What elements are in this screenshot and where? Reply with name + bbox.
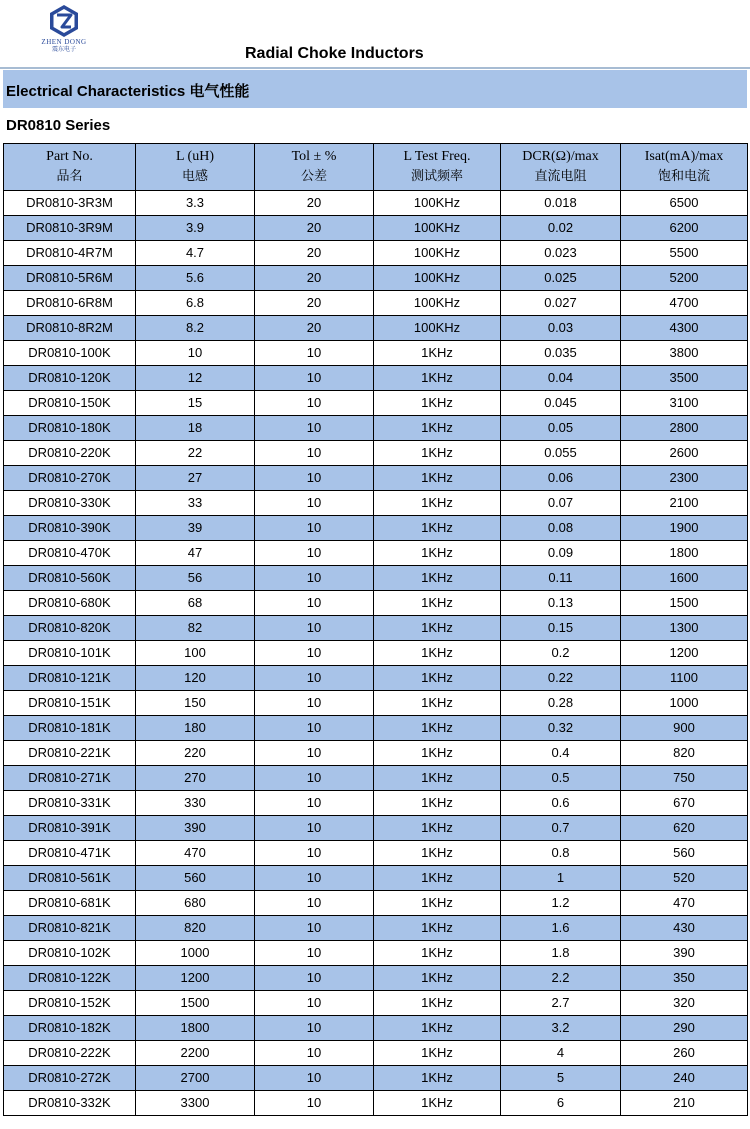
table-row	[4, 666, 748, 691]
test-freq-cell: 1KHz	[374, 716, 501, 741]
document-title: Radial Choke Inductors	[245, 45, 424, 62]
inductance-cell: 18	[136, 416, 255, 441]
isat-cell: 1900	[621, 516, 748, 541]
tolerance-cell: 10	[255, 941, 374, 966]
inductance-cell: 56	[136, 566, 255, 591]
inductance-cell: 330	[136, 791, 255, 816]
dcr-cell: 0.025	[501, 266, 621, 291]
logo-brand-en: ZHEN DONG	[41, 38, 87, 46]
table-row	[4, 741, 748, 766]
isat-cell: 1800	[621, 541, 748, 566]
dcr-cell: 0.035	[501, 341, 621, 366]
test-freq-cell: 1KHz	[374, 391, 501, 416]
dcr-cell: 0.08	[501, 516, 621, 541]
test-freq-cell: 1KHz	[374, 766, 501, 791]
table-row	[4, 1066, 748, 1091]
tolerance-cell: 20	[255, 191, 374, 216]
tolerance-cell: 10	[255, 591, 374, 616]
test-freq-cell: 1KHz	[374, 641, 501, 666]
tolerance-cell: 10	[255, 891, 374, 916]
tolerance-cell: 10	[255, 841, 374, 866]
isat-cell: 470	[621, 891, 748, 916]
table-row	[4, 441, 748, 466]
table-row	[4, 966, 748, 991]
inductance-cell: 220	[136, 741, 255, 766]
part-no-cell: DR0810-120K	[4, 366, 136, 391]
inductance-cell: 680	[136, 891, 255, 916]
part-no-cell: DR0810-390K	[4, 516, 136, 541]
test-freq-cell: 100KHz	[374, 241, 501, 266]
table-row	[4, 366, 748, 391]
test-freq-cell: 1KHz	[374, 841, 501, 866]
isat-cell: 1100	[621, 666, 748, 691]
part-no-cell: DR0810-821K	[4, 916, 136, 941]
isat-cell: 210	[621, 1091, 748, 1116]
part-no-cell: DR0810-560K	[4, 566, 136, 591]
inductance-cell: 47	[136, 541, 255, 566]
table-row	[4, 541, 748, 566]
dcr-cell: 1.2	[501, 891, 621, 916]
inductance-cell: 390	[136, 816, 255, 841]
isat-cell: 6200	[621, 216, 748, 241]
tolerance-cell: 10	[255, 516, 374, 541]
dcr-cell: 0.15	[501, 616, 621, 641]
series-title: DR0810 Series	[6, 117, 111, 134]
isat-cell: 2800	[621, 416, 748, 441]
part-no-cell: DR0810-3R9M	[4, 216, 136, 241]
test-freq-cell: 1KHz	[374, 691, 501, 716]
dcr-cell: 0.045	[501, 391, 621, 416]
test-freq-cell: 1KHz	[374, 791, 501, 816]
tolerance-cell: 10	[255, 416, 374, 441]
inductance-cell: 39	[136, 516, 255, 541]
inductance-cell: 120	[136, 666, 255, 691]
test-freq-cell: 1KHz	[374, 341, 501, 366]
isat-cell: 6500	[621, 191, 748, 216]
test-freq-cell: 1KHz	[374, 491, 501, 516]
part-no-cell: DR0810-331K	[4, 791, 136, 816]
test-freq-cell: 1KHz	[374, 366, 501, 391]
isat-cell: 2300	[621, 466, 748, 491]
column-header-tolerance: Tol ± % 公差	[255, 144, 374, 191]
tolerance-cell: 10	[255, 466, 374, 491]
dcr-cell: 0.11	[501, 566, 621, 591]
tolerance-cell: 10	[255, 916, 374, 941]
test-freq-cell: 1KHz	[374, 666, 501, 691]
test-freq-cell: 1KHz	[374, 916, 501, 941]
part-no-cell: DR0810-180K	[4, 416, 136, 441]
part-no-cell: DR0810-150K	[4, 391, 136, 416]
test-freq-cell: 1KHz	[374, 1016, 501, 1041]
inductance-cell: 470	[136, 841, 255, 866]
dcr-cell: 0.05	[501, 416, 621, 441]
table-row	[4, 516, 748, 541]
tolerance-cell: 10	[255, 566, 374, 591]
isat-cell: 260	[621, 1041, 748, 1066]
table-row	[4, 1091, 748, 1116]
test-freq-cell: 100KHz	[374, 291, 501, 316]
isat-cell: 620	[621, 816, 748, 841]
table-row	[4, 616, 748, 641]
inductance-cell: 560	[136, 866, 255, 891]
dcr-cell: 1.8	[501, 941, 621, 966]
isat-cell: 520	[621, 866, 748, 891]
column-header-isat: Isat(mA)/max 饱和电流	[621, 144, 748, 191]
part-no-cell: DR0810-680K	[4, 591, 136, 616]
isat-cell: 750	[621, 766, 748, 791]
column-header-test-freq: L Test Freq. 测试频率	[374, 144, 501, 191]
dcr-cell: 0.027	[501, 291, 621, 316]
tolerance-cell: 20	[255, 291, 374, 316]
part-no-cell: DR0810-4R7M	[4, 241, 136, 266]
tolerance-cell: 10	[255, 391, 374, 416]
dcr-cell: 2.7	[501, 991, 621, 1016]
tolerance-cell: 10	[255, 966, 374, 991]
table-row	[4, 691, 748, 716]
tolerance-cell: 10	[255, 341, 374, 366]
tolerance-cell: 10	[255, 866, 374, 891]
dcr-cell: 0.22	[501, 666, 621, 691]
dcr-cell: 0.4	[501, 741, 621, 766]
table-row	[4, 891, 748, 916]
dcr-cell: 0.023	[501, 241, 621, 266]
dcr-cell: 0.5	[501, 766, 621, 791]
test-freq-cell: 1KHz	[374, 541, 501, 566]
isat-cell: 670	[621, 791, 748, 816]
part-no-cell: DR0810-270K	[4, 466, 136, 491]
test-freq-cell: 1KHz	[374, 616, 501, 641]
table-row	[4, 991, 748, 1016]
tolerance-cell: 10	[255, 616, 374, 641]
table-row	[4, 241, 748, 266]
part-no-cell: DR0810-271K	[4, 766, 136, 791]
inductance-cell: 4.7	[136, 241, 255, 266]
table-row	[4, 391, 748, 416]
inductance-cell: 15	[136, 391, 255, 416]
isat-cell: 290	[621, 1016, 748, 1041]
tolerance-cell: 10	[255, 991, 374, 1016]
isat-cell: 5500	[621, 241, 748, 266]
tolerance-cell: 10	[255, 491, 374, 516]
dcr-cell: 0.055	[501, 441, 621, 466]
test-freq-cell: 1KHz	[374, 466, 501, 491]
part-no-cell: DR0810-5R6M	[4, 266, 136, 291]
dcr-cell: 0.02	[501, 216, 621, 241]
test-freq-cell: 1KHz	[374, 816, 501, 841]
part-no-cell: DR0810-220K	[4, 441, 136, 466]
inductance-cell: 1500	[136, 991, 255, 1016]
inductance-cell: 2200	[136, 1041, 255, 1066]
tolerance-cell: 10	[255, 716, 374, 741]
zhendong-logo-icon	[47, 4, 81, 38]
part-no-cell: DR0810-122K	[4, 966, 136, 991]
isat-cell: 4700	[621, 291, 748, 316]
part-no-cell: DR0810-102K	[4, 941, 136, 966]
part-no-cell: DR0810-681K	[4, 891, 136, 916]
table-row	[4, 641, 748, 666]
logo-brand-cn: 震东电子	[51, 46, 76, 53]
part-no-cell: DR0810-6R8M	[4, 291, 136, 316]
inductance-cell: 12	[136, 366, 255, 391]
part-no-cell: DR0810-221K	[4, 741, 136, 766]
part-no-cell: DR0810-391K	[4, 816, 136, 841]
inductance-cell: 68	[136, 591, 255, 616]
inductance-cell: 3.9	[136, 216, 255, 241]
dcr-cell: 0.32	[501, 716, 621, 741]
dcr-cell: 1.6	[501, 916, 621, 941]
dcr-cell: 2.2	[501, 966, 621, 991]
inductance-cell: 1000	[136, 941, 255, 966]
dcr-cell: 0.28	[501, 691, 621, 716]
table-row	[4, 341, 748, 366]
part-no-cell: DR0810-470K	[4, 541, 136, 566]
isat-cell: 5200	[621, 266, 748, 291]
test-freq-cell: 1KHz	[374, 1041, 501, 1066]
tolerance-cell: 20	[255, 316, 374, 341]
test-freq-cell: 100KHz	[374, 216, 501, 241]
part-no-cell: DR0810-332K	[4, 1091, 136, 1116]
inductance-cell: 100	[136, 641, 255, 666]
isat-cell: 820	[621, 741, 748, 766]
table-body	[4, 191, 748, 1116]
inductance-cell: 22	[136, 441, 255, 466]
part-no-cell: DR0810-182K	[4, 1016, 136, 1041]
tolerance-cell: 20	[255, 216, 374, 241]
dcr-cell: 0.8	[501, 841, 621, 866]
tolerance-cell: 20	[255, 241, 374, 266]
spec-table	[3, 143, 748, 1116]
inductance-cell: 3300	[136, 1091, 255, 1116]
dcr-cell: 4	[501, 1041, 621, 1066]
table-row	[4, 716, 748, 741]
test-freq-cell: 1KHz	[374, 416, 501, 441]
company-logo	[34, 4, 94, 53]
inductance-cell: 150	[136, 691, 255, 716]
dcr-cell: 6	[501, 1091, 621, 1116]
isat-cell: 560	[621, 841, 748, 866]
inductance-cell: 8.2	[136, 316, 255, 341]
header-divider	[0, 67, 750, 69]
test-freq-cell: 1KHz	[374, 966, 501, 991]
tolerance-cell: 10	[255, 641, 374, 666]
table-row	[4, 816, 748, 841]
test-freq-cell: 1KHz	[374, 941, 501, 966]
part-no-cell: DR0810-820K	[4, 616, 136, 641]
inductance-cell: 2700	[136, 1066, 255, 1091]
test-freq-cell: 1KHz	[374, 591, 501, 616]
part-no-cell: DR0810-151K	[4, 691, 136, 716]
isat-cell: 3100	[621, 391, 748, 416]
inductance-cell: 3.3	[136, 191, 255, 216]
isat-cell: 1000	[621, 691, 748, 716]
tolerance-cell: 10	[255, 691, 374, 716]
table-row	[4, 916, 748, 941]
table-row	[4, 591, 748, 616]
test-freq-cell: 1KHz	[374, 441, 501, 466]
tolerance-cell: 10	[255, 791, 374, 816]
isat-cell: 1500	[621, 591, 748, 616]
table-row	[4, 841, 748, 866]
dcr-cell: 0.13	[501, 591, 621, 616]
part-no-cell: DR0810-152K	[4, 991, 136, 1016]
tolerance-cell: 10	[255, 441, 374, 466]
dcr-cell: 0.06	[501, 466, 621, 491]
test-freq-cell: 100KHz	[374, 266, 501, 291]
test-freq-cell: 1KHz	[374, 991, 501, 1016]
section-title: Electrical Characteristics 电气性能	[6, 83, 250, 100]
tolerance-cell: 10	[255, 1091, 374, 1116]
tolerance-cell: 20	[255, 266, 374, 291]
tolerance-cell: 10	[255, 766, 374, 791]
table-row	[4, 1041, 748, 1066]
inductance-cell: 820	[136, 916, 255, 941]
tolerance-cell: 10	[255, 1041, 374, 1066]
test-freq-cell: 100KHz	[374, 191, 501, 216]
isat-cell: 390	[621, 941, 748, 966]
column-header-part-no: Part No. 品名	[4, 144, 136, 191]
isat-cell: 900	[621, 716, 748, 741]
table-row	[4, 491, 748, 516]
tolerance-cell: 10	[255, 366, 374, 391]
dcr-cell: 0.09	[501, 541, 621, 566]
dcr-cell: 0.2	[501, 641, 621, 666]
isat-cell: 4300	[621, 316, 748, 341]
test-freq-cell: 1KHz	[374, 866, 501, 891]
test-freq-cell: 1KHz	[374, 1066, 501, 1091]
inductance-cell: 82	[136, 616, 255, 641]
isat-cell: 320	[621, 991, 748, 1016]
table-row	[4, 191, 748, 216]
table-row	[4, 291, 748, 316]
part-no-cell: DR0810-561K	[4, 866, 136, 891]
part-no-cell: DR0810-272K	[4, 1066, 136, 1091]
isat-cell: 2600	[621, 441, 748, 466]
table-row	[4, 866, 748, 891]
part-no-cell: DR0810-101K	[4, 641, 136, 666]
inductance-cell: 270	[136, 766, 255, 791]
inductance-cell: 5.6	[136, 266, 255, 291]
column-header-dcr: DCR(Ω)/max 直流电阻	[501, 144, 621, 191]
dcr-cell: 3.2	[501, 1016, 621, 1041]
part-no-cell: DR0810-222K	[4, 1041, 136, 1066]
table-row	[4, 266, 748, 291]
part-no-cell: DR0810-330K	[4, 491, 136, 516]
table-row	[4, 216, 748, 241]
test-freq-cell: 100KHz	[374, 316, 501, 341]
part-no-cell: DR0810-8R2M	[4, 316, 136, 341]
test-freq-cell: 1KHz	[374, 566, 501, 591]
table-header-row	[4, 144, 748, 191]
isat-cell: 2100	[621, 491, 748, 516]
isat-cell: 350	[621, 966, 748, 991]
table-row	[4, 791, 748, 816]
table-row	[4, 566, 748, 591]
table-row	[4, 416, 748, 441]
dcr-cell: 1	[501, 866, 621, 891]
tolerance-cell: 10	[255, 1016, 374, 1041]
part-no-cell: DR0810-3R3M	[4, 191, 136, 216]
inductance-cell: 1800	[136, 1016, 255, 1041]
tolerance-cell: 10	[255, 1066, 374, 1091]
part-no-cell: DR0810-181K	[4, 716, 136, 741]
isat-cell: 430	[621, 916, 748, 941]
isat-cell: 240	[621, 1066, 748, 1091]
table-row	[4, 766, 748, 791]
section-heading-bar	[3, 70, 747, 108]
dcr-cell: 0.018	[501, 191, 621, 216]
isat-cell: 1600	[621, 566, 748, 591]
table-row	[4, 316, 748, 341]
inductance-cell: 10	[136, 341, 255, 366]
isat-cell: 3800	[621, 341, 748, 366]
table-row	[4, 941, 748, 966]
isat-cell: 1300	[621, 616, 748, 641]
dcr-cell: 0.07	[501, 491, 621, 516]
tolerance-cell: 10	[255, 741, 374, 766]
dcr-cell: 0.04	[501, 366, 621, 391]
tolerance-cell: 10	[255, 816, 374, 841]
test-freq-cell: 1KHz	[374, 891, 501, 916]
table-row	[4, 466, 748, 491]
test-freq-cell: 1KHz	[374, 1091, 501, 1116]
dcr-cell: 0.7	[501, 816, 621, 841]
inductance-cell: 27	[136, 466, 255, 491]
dcr-cell: 0.03	[501, 316, 621, 341]
part-no-cell: DR0810-100K	[4, 341, 136, 366]
tolerance-cell: 10	[255, 541, 374, 566]
isat-cell: 1200	[621, 641, 748, 666]
inductance-cell: 33	[136, 491, 255, 516]
part-no-cell: DR0810-471K	[4, 841, 136, 866]
test-freq-cell: 1KHz	[374, 741, 501, 766]
table-row	[4, 1016, 748, 1041]
part-no-cell: DR0810-121K	[4, 666, 136, 691]
inductance-cell: 1200	[136, 966, 255, 991]
dcr-cell: 5	[501, 1066, 621, 1091]
dcr-cell: 0.6	[501, 791, 621, 816]
test-freq-cell: 1KHz	[374, 516, 501, 541]
isat-cell: 3500	[621, 366, 748, 391]
tolerance-cell: 10	[255, 666, 374, 691]
inductance-cell: 6.8	[136, 291, 255, 316]
inductance-cell: 180	[136, 716, 255, 741]
column-header-inductance: L (uH) 电感	[136, 144, 255, 191]
